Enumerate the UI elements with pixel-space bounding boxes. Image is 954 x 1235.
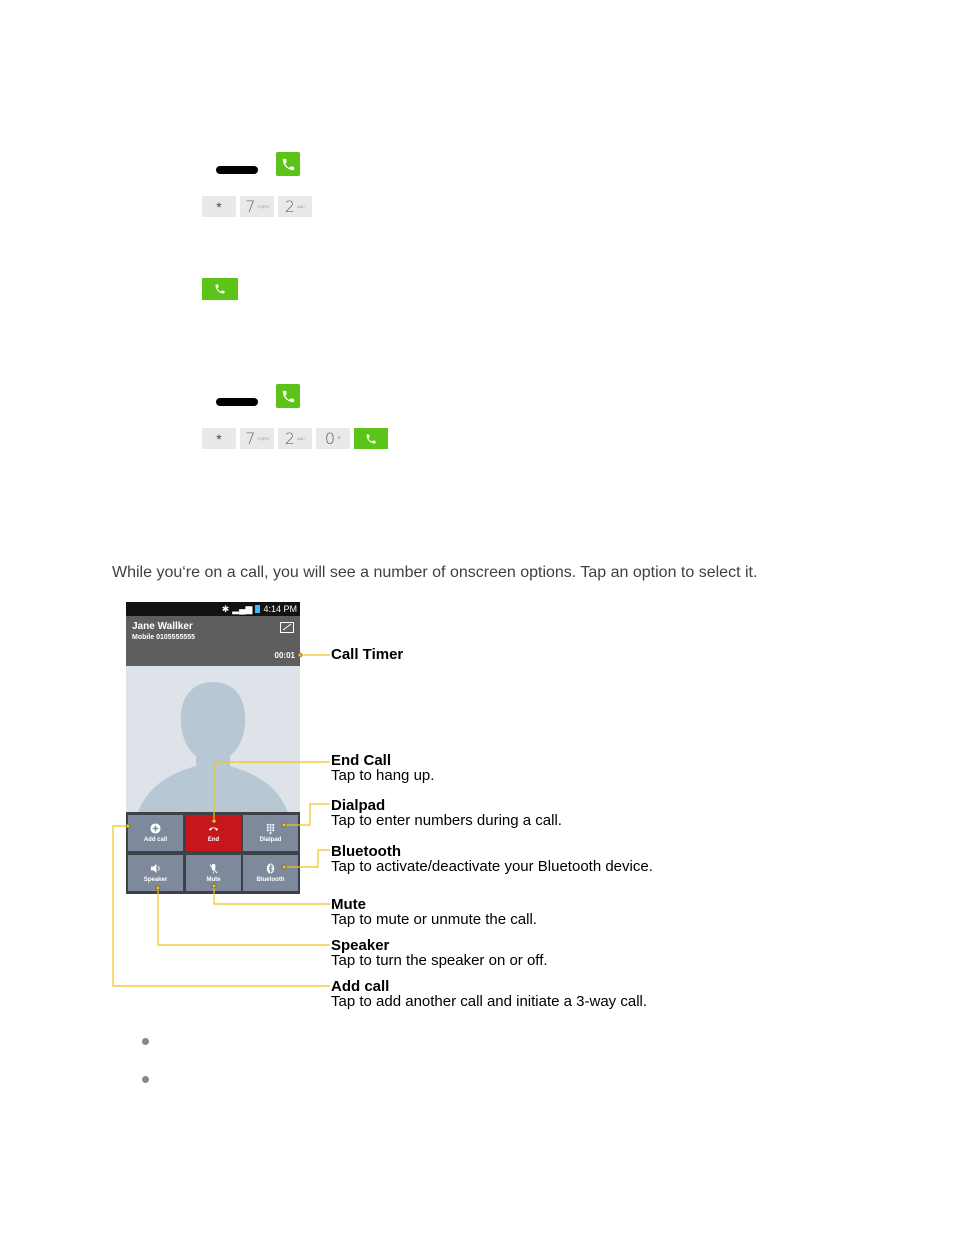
mute-label: Mute [206, 877, 221, 883]
end-call-line [214, 762, 330, 821]
key-letters: ABC [296, 436, 306, 441]
key-letters: PQRS [257, 436, 269, 441]
bullet-icon [142, 1076, 149, 1083]
callout-title: End Call [331, 752, 392, 769]
speaker-label: Speaker [143, 877, 168, 883]
speaker-callout [331, 938, 548, 968]
contact-number: Mobile 0105555555 [132, 634, 196, 641]
bluetooth-label: Bluetooth [256, 877, 285, 883]
key-digit: 2 [284, 197, 295, 216]
callout-desc: Tap to mute or unmute the call. [331, 911, 537, 928]
key-digit: 7 [245, 429, 256, 448]
callout-title: Speaker [331, 937, 390, 954]
end-call-label: End [207, 837, 220, 843]
intro-paragraph: While you‘re on a call, you will see a number of onscreen options. Tap an option to select it. [112, 564, 758, 581]
callout-desc: Tap to add another call and initiate a 3-way call. [331, 993, 648, 1010]
key-letters: PQRS [257, 204, 269, 209]
speaker-line [158, 888, 330, 945]
dialpad-callout [331, 798, 562, 828]
callout-title: Bluetooth [331, 843, 401, 860]
contact-name: Jane Wallker [132, 621, 193, 632]
key-letters: + [337, 435, 342, 442]
bluetooth-callout [331, 844, 653, 874]
bullet-icon [142, 1038, 149, 1045]
callout-title: Call Timer [331, 646, 404, 663]
callout-desc: Tap to turn the speaker on or off. [331, 952, 548, 969]
callout-desc: Tap to enter numbers during a call. [331, 812, 562, 829]
status-time: 4:14 PM [263, 604, 297, 614]
key-letters: ABC [296, 204, 306, 209]
key-digit: * [216, 430, 222, 447]
call-timer-callout [331, 647, 403, 662]
callout-desc: Tap to activate/deactivate your Bluetooth device. [331, 858, 653, 875]
callout-title: Mute [331, 896, 366, 913]
dialpad-label: Dialpad [259, 837, 282, 843]
mute-line [214, 886, 330, 904]
key-digit: 2 [284, 429, 295, 448]
key-digit: * [216, 198, 222, 215]
callout-desc: Tap to hang up. [331, 767, 435, 784]
dialpad-line [284, 804, 330, 825]
end-call-callout [331, 753, 434, 783]
add-call-label: Add call [143, 837, 168, 843]
signal-icon: ▂▄▆ [232, 603, 253, 614]
key-digit: 7 [245, 197, 256, 216]
bluetooth-status-icon: ✱ [221, 603, 230, 614]
key-digit: 0 [324, 429, 336, 448]
add-call-callout [331, 979, 647, 1009]
bluetooth-line [284, 850, 330, 867]
callout-title: Dialpad [331, 797, 386, 814]
call-timer: 00:01 [274, 651, 295, 660]
callout-title: Add call [331, 978, 390, 995]
mute-callout [331, 897, 537, 927]
add-call-line [113, 826, 330, 986]
